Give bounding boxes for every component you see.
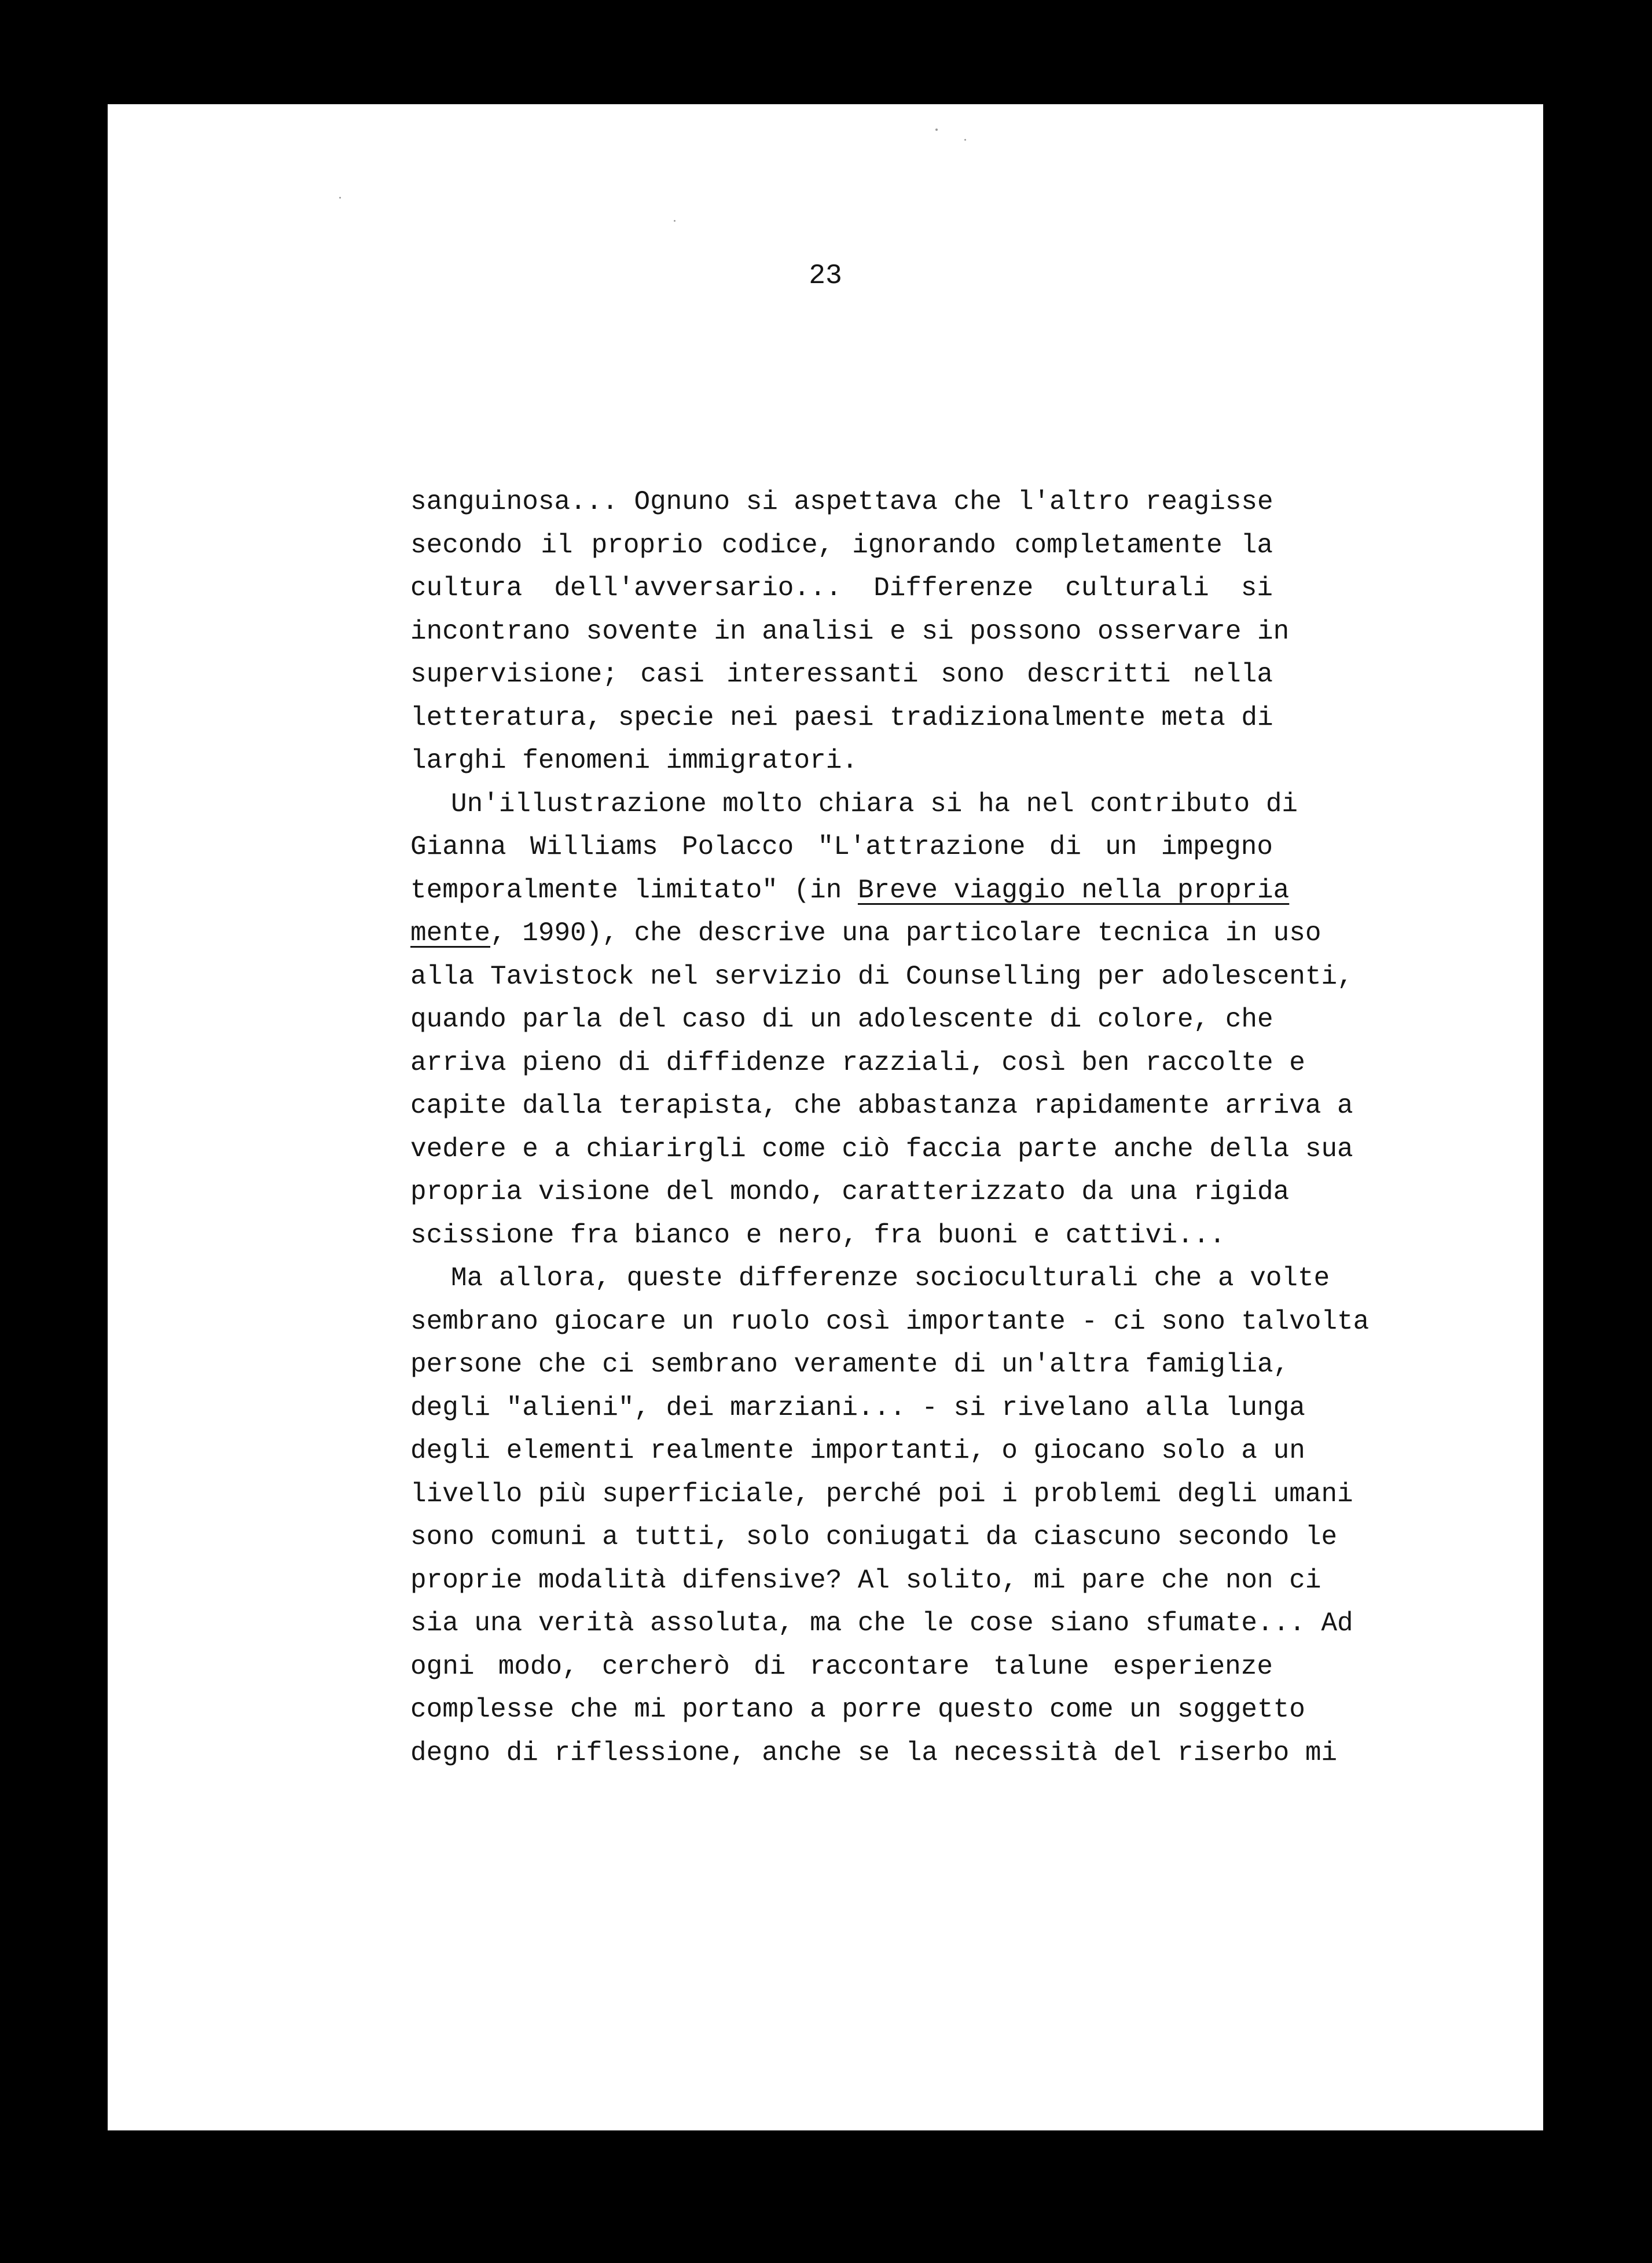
text-line: sanguinosa... Ognuno si aspettava che l'altro reagisse bbox=[410, 487, 1273, 517]
text-line: larghi fenomeni immigratori. bbox=[410, 746, 858, 776]
book-title-underlined: mente bbox=[410, 918, 491, 948]
text-line: degno di riflessione, anche se la necessità del riserbo mi bbox=[410, 1737, 1338, 1768]
text-line: cultura dell'avversario... Differenze culturali si bbox=[410, 573, 1273, 603]
text-segment: temporalmente limitato" (in bbox=[410, 875, 858, 905]
text-line: Un'illustrazione molto chiara si ha nel contributo di bbox=[451, 788, 1298, 819]
text-line: sembrano giocare un ruolo così importante - ci sono talvolta bbox=[410, 1306, 1370, 1337]
text-line bbox=[410, 869, 1290, 912]
text-line: Ma allora, queste differenze socioculturali che a volte bbox=[451, 1263, 1330, 1293]
text-segment: , 1990), che descrive una particolare tecnica in uso bbox=[490, 918, 1321, 948]
text-line: degli elementi realmente importanti, o giocano solo a un bbox=[410, 1436, 1305, 1466]
text-line: degli "alieni", dei marziani... - si rivelano alla lunga bbox=[410, 1392, 1305, 1423]
scan-speck bbox=[935, 129, 938, 131]
text-line: alla Tavistock nel servizio di Counselling per adolescenti, bbox=[410, 961, 1353, 992]
text-line: propria visione del mondo, caratterizzato da una rigida bbox=[410, 1177, 1290, 1207]
document-page bbox=[108, 104, 1543, 2130]
text-line: livello più superficiale, perché poi i problemi degli umani bbox=[410, 1479, 1353, 1509]
text-line: arriva pieno di diffidenze razziali, così ben raccolte e bbox=[410, 1047, 1305, 1078]
book-title-underlined: Breve viaggio nella propria bbox=[857, 875, 1290, 905]
scan-speck bbox=[964, 139, 966, 141]
page-number: 23 bbox=[809, 261, 842, 292]
text-line: vedere e a chiarirgli come ciò faccia parte anche della sua bbox=[410, 1134, 1353, 1164]
scan-speck bbox=[674, 220, 676, 222]
text-line: letteratura, specie nei paesi tradizionalmente meta di bbox=[410, 702, 1273, 733]
text-line: sia una verità assoluta, ma che le cose siano sfumate... Ad bbox=[410, 1608, 1353, 1638]
text-line: sono comuni a tutti, solo coniugati da ciascuno secondo le bbox=[410, 1522, 1338, 1552]
scan-speck bbox=[339, 197, 341, 199]
text-line: secondo il proprio codice, ignorando completamente la bbox=[410, 530, 1273, 560]
text-line: quando parla del caso di un adolescente di colore, che bbox=[410, 1004, 1273, 1035]
text-line: complesse che mi portano a porre questo come un soggetto bbox=[410, 1695, 1305, 1725]
text-line: proprie modalità difensive? Al solito, mi pare che non ci bbox=[410, 1565, 1321, 1596]
text-line: capite dalla terapista, che abbastanza rapidamente arriva a bbox=[410, 1091, 1353, 1121]
text-line: incontrano sovente in analisi e si possono osservare in bbox=[410, 616, 1290, 647]
text-line: scissione fra bianco e nero, fra buoni e cattivi... bbox=[410, 1220, 1225, 1250]
text-line: ogni modo, cercherò di raccontare talune esperienze bbox=[410, 1651, 1273, 1682]
text-line: Gianna Williams Polacco "L'attrazione di un impegno bbox=[410, 832, 1273, 862]
text-line bbox=[410, 912, 1321, 955]
body-text bbox=[410, 481, 1370, 1774]
text-line: supervisione; casi interessanti sono descritti nella bbox=[410, 659, 1273, 689]
text-line: persone che ci sembrano veramente di un'altra famiglia, bbox=[410, 1349, 1290, 1380]
